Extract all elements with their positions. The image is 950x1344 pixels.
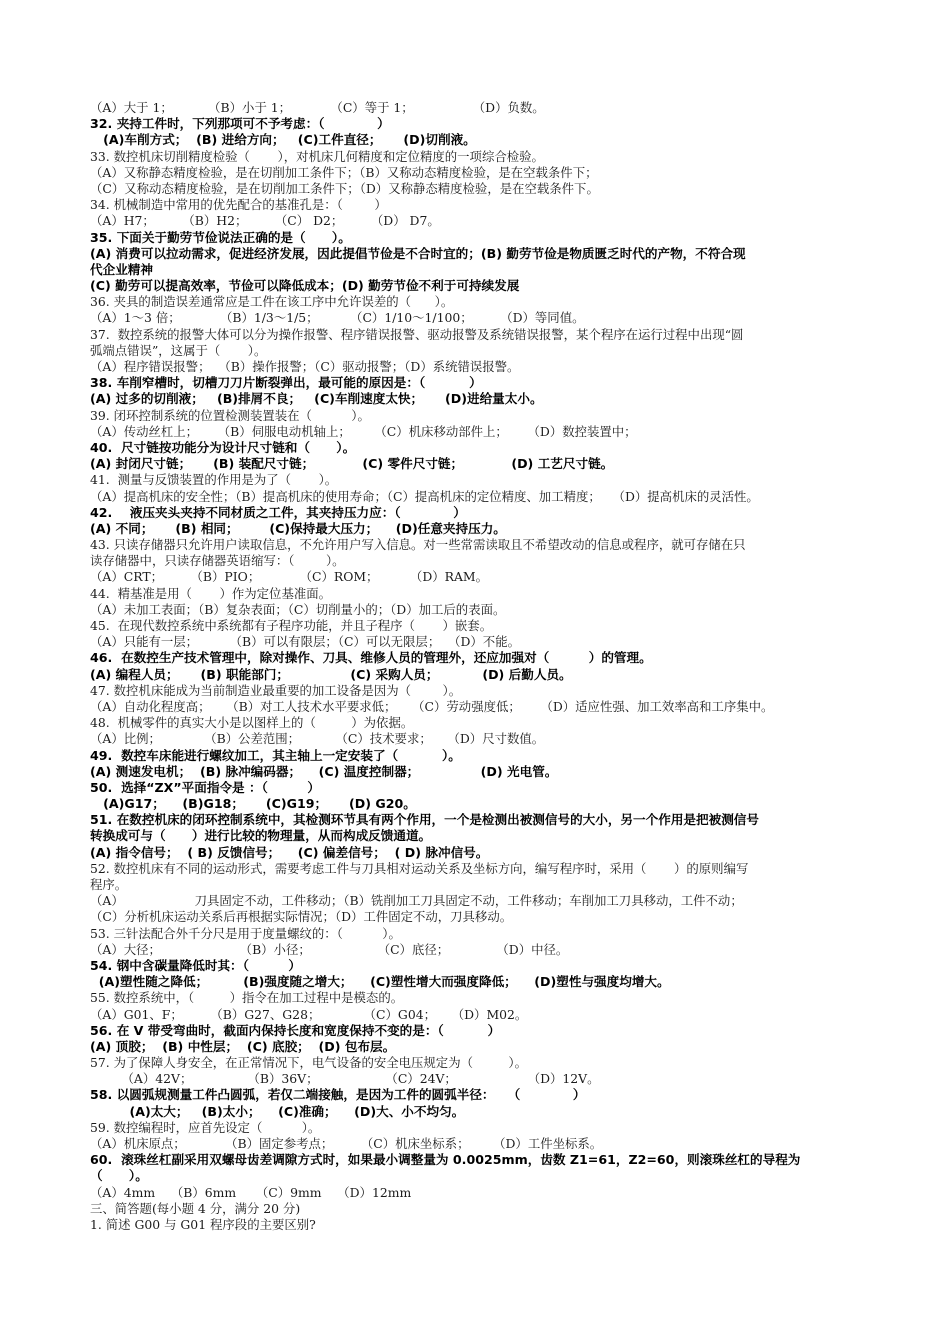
question-line: （A）1～3 倍； （B）1/3～1/5； （C）1/10～1/100； （D）等同值。 — [90, 310, 585, 326]
question-line: 47. 数控机床能成为当前制造业最重要的加工设备是因为（ ）。 — [90, 682, 462, 698]
question-line: （A）提高机床的安全性；（B）提高机床的使用寿命；（C）提高机床的定位精度、加工精度； （D）提高机床的灵活性。 — [90, 488, 759, 504]
document-body — [90, 100, 870, 1233]
question-line-bold: (A) 顶胶； (B) 中性层； (C) 底胶； (D) 包布层。 — [90, 1038, 396, 1054]
question-line-bold: 38. 车削窄槽时，切槽刀刀片断裂弹出，最可能的原因是：（ ） — [90, 375, 482, 391]
question-line: 读存储器中，只读存储器英语缩写：（ ）。 — [90, 553, 345, 569]
question-line: 39. 闭环控制系统的位置检测装置装在（ ）。 — [90, 407, 370, 423]
question-line-bold: 51. 在数控机床的闭环控制系统中，其检测环节具有两个作用，一个是检测出被测信号的大小，另一个作用是把被测信号 — [90, 812, 759, 828]
question-line-bold: 转换成可与（ ）进行比较的物理量，从而构成反馈通道。 — [90, 828, 432, 844]
question-line: 1. 简述 G00 与 G01 程序段的主要区别? — [90, 1216, 316, 1232]
question-line: 52. 数控机床有不同的运动形式，需要考虑工件与刀具相对运动关系及坐标方向，编写程序时，采用（ ）的原则编写 — [90, 860, 749, 876]
question-line: （A）又称静态精度检验，是在切削加工条件下；（B）又称动态精度检验，是在空载条件下； — [90, 164, 598, 180]
question-line: 程序。 — [90, 877, 128, 892]
question-line-bold: 40. 尺寸链按功能分为设计尺寸链和（ ）。 — [90, 439, 356, 455]
question-line-bold: 56. 在 V 带受弯曲时，截面内保持长度和宽度保持不变的是：（ ） — [90, 1022, 501, 1038]
question-line-bold: (A) 消费可以拉动需求，促进经济发展，因此提倡节俭是不合时宜的；(B) 勤劳节俭是物质匮乏时代的产物，不符合现 — [90, 245, 746, 261]
question-line-bold: （ ）。 — [90, 1168, 148, 1184]
question-line: 三、简答题(每小题 4 分，满分 20 分) — [90, 1200, 301, 1216]
question-line: 53. 三针法配合外千分尺是用于度量螺纹的：（ ）。 — [90, 925, 401, 941]
question-line: 41. 测量与反馈装置的作用是为了（ ）。 — [90, 472, 338, 488]
question-line: （A）4mm （B）6mm （C）9mm （D）12mm — [90, 1184, 412, 1200]
question-line-bold: (C) 勤劳可以提高效率，节俭可以降低成本；(D) 勤劳节俭不利于可持续发展 — [90, 278, 520, 294]
question-line-bold: 54. 钢中含碳量降低时其：（ ） — [90, 957, 301, 973]
question-line: （A）程序错误报警； （B）操作报警；（C）驱动报警；（D）系统错误报警。 — [90, 359, 520, 374]
question-line: 34. 机械制造中常用的优先配合的基准孔是：（ ） — [90, 197, 387, 213]
question-line: （A）H7； （B）H2； （C） D2； （D） D7。 — [90, 213, 440, 229]
question-line: （A）未加工表面；（B）复杂表面；（C）切削量小的；（D）加工后的表面。 — [90, 601, 506, 617]
question-line: （A）大于 1； （B）小于 1； （C）等于 1； （D）负数。 — [90, 100, 545, 115]
question-line: 44. 精基准是用（ ）作为定位基准面。 — [90, 585, 332, 601]
question-line-bold: (A)G17； (B)G18； (C)G19； (D) G20。 — [90, 796, 416, 812]
question-line-bold: (A)车削方式； (B) 进给方向； (C)工件直径； (D)切削液。 — [90, 132, 476, 148]
question-line: 48. 机械零件的真实大小是以图样上的（ ）为依据。 — [90, 715, 414, 731]
question-line: 弧端点错误”，这属于（ ）。 — [90, 342, 267, 358]
question-line-bold: (A) 指令信号； ( B) 反馈信号； (C) 偏差信号； ( D) 脉冲信号。 — [90, 844, 489, 860]
question-line: 59. 数控编程时，应首先设定（ ）。 — [90, 1119, 321, 1135]
question-line: （A）G01、F； （B）G27、G28； （C）G04； （D）M02。 — [90, 1006, 528, 1022]
question-line: （A）自动化程度高； （B）对工人技术水平要求低； （C）劳动强度低； （D）适应性强、加工效率高和工序集中。 — [90, 698, 774, 714]
question-line-bold: 42. 液压夹头夹持不同材质之工件，其夹持压力应：（ ） — [90, 504, 466, 520]
question-line: （A）42V； （B）36V； （C）24V； （D）12V。 — [90, 1071, 600, 1087]
question-line: （A）比例； （B）公差范围； （C）技术要求； （D）尺寸数值。 — [90, 731, 545, 747]
question-line: 45. 在现代数控系统中系统都有子程序功能，并且子程序（ ）嵌套。 — [90, 618, 493, 633]
question-line-bold: 49. 数控车床能进行螺纹加工，其主轴上一定安装了（ ）。 — [90, 747, 461, 763]
question-line: 37. 数控系统的报警大体可以分为操作报警、程序错误报警、驱动报警及系统错误报警，某个程序在运行过程中出现“圆 — [90, 326, 744, 342]
question-line-bold: 60. 滚珠丝杠副采用双螺母齿差调隙方式时，如果最小调整量为 0.0025mm，齿数 Z1=61，Z2=60，则滚珠丝杠的导程为 — [90, 1152, 801, 1168]
question-line-bold: (A) 测速发电机； (B) 脉冲编码器； (C) 温度控制器； (D) 光电管。 — [90, 763, 558, 779]
question-line-bold: (A) 编程人员； (B) 职能部门； (C) 采购人员； (D) 后勤人员。 — [90, 666, 572, 682]
question-line: （A） 刀具固定不动，工件移动；（B）铣削加工刀具固定不动，工件移动；车削加工刀具移动，工件不动； — [90, 893, 743, 909]
question-line-bold: (A) 过多的切削液； (B)排屑不良； (C)车削速度太快； (D)进给量太小。 — [90, 391, 543, 407]
question-line-bold: 35. 下面关于勤劳节俭说法正确的是（ ）。 — [90, 229, 351, 245]
question-line: 36. 夹具的制造误差通常应是工件在该工序中允许误差的（ ）。 — [90, 294, 454, 310]
question-line: （C）分析机床运动关系后再根据实际情况；（D）工件固定不动，刀具移动。 — [90, 909, 513, 925]
question-line: （A）大径； （B）小径； （C）底径； （D）中径。 — [90, 941, 569, 957]
question-line-bold: (A) 封闭尺寸链； (B) 装配尺寸链； (C) 零件尺寸链； (D) 工艺尺寸链。 — [90, 456, 614, 472]
question-line: （C）又称动态精度检验，是在切削加工条件下；（D）又称静态精度检验，是在空载条件下。 — [90, 180, 599, 196]
question-line-bold: 58. 以圆弧规测量工件凸圆弧，若仅二端接触，是因为工件的圆弧半径： （ ） — [90, 1087, 586, 1103]
question-line: （A）传动丝杠上； （B）伺服电动机轴上； （C）机床移动部件上； （D）数控装置中； — [90, 423, 637, 439]
question-line-bold: 50. 选择“ZX”平面指令是 ：（ ） — [90, 779, 320, 795]
question-line: （A）只能有一层； （B）可以有限层；（C）可以无限层； （D）不能。 — [90, 634, 520, 650]
question-line-bold: (A) 不同； (B) 相同； (C)保持最大压力； (D)任意夹持压力。 — [90, 520, 506, 536]
question-line: 57. 为了保障人身安全，在正常情况下，电气设备的安全电压规定为（ ）。 — [90, 1055, 528, 1071]
question-line: （A）机床原点； （B）固定参考点； （C）机床坐标系； （D）工件坐标系。 — [90, 1136, 603, 1151]
question-line-bold: 32. 夹持工件时，下列那项可不予考虑：（ ） — [90, 116, 390, 132]
question-line-bold: 代企业精神 — [90, 261, 153, 277]
question-line: （A）CRT； （B）PIO； （C）ROM； （D）RAM。 — [90, 569, 489, 585]
question-line-bold: (A)太大； (B)太小； (C)准确； (D)大、小不均匀。 — [90, 1103, 465, 1119]
question-line: 43. 只读存储器只允许用户读取信息，不允许用户写入信息。对一些常需读取且不希望改动的信息或程序，就可存储在只 — [90, 537, 746, 553]
question-line-bold: (A)塑性随之降低； (B)强度随之增大； (C)塑性增大而强度降低； (D)塑性与强度均增大。 — [90, 974, 670, 990]
question-line-bold: 46. 在数控生产技术管理中，除对操作、刀具、维修人员的管理外，还应加强对（ ）的管理。 — [90, 650, 652, 666]
question-line: 33. 数控机床切削精度检验（ ），对机床几何精度和定位精度的一项综合检验。 — [90, 148, 544, 164]
question-line: 55. 数控系统中，（ ）指令在加工过程中是模态的。 — [90, 990, 404, 1006]
